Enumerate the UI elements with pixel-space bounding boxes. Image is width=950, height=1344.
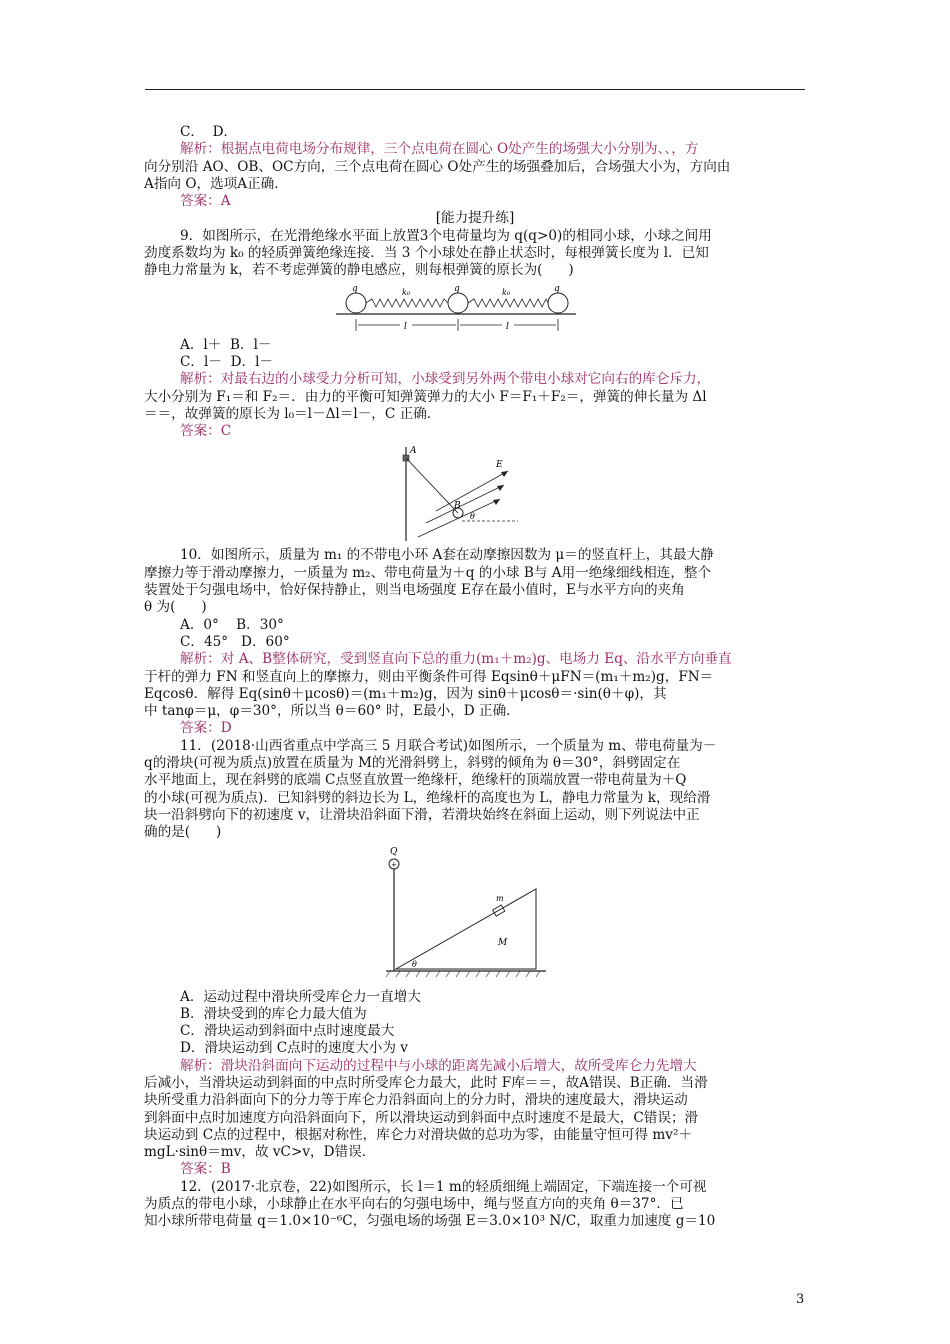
spring-label: k₀: [402, 287, 411, 297]
text-line: 水平地面上，现在斜劈的底端 C点竖直放置一绝缘杆，绝缘杆的顶端放置一带电荷量为＋Q: [144, 772, 687, 789]
text-line: 解析：对最右边的小球受力分析可知，小球受到另外两个带电小球对它向右的库仑斥力，: [180, 371, 711, 388]
field-label: E: [496, 460, 503, 471]
section-heading: [能力提升练]: [435, 210, 515, 227]
text-line: θ 为( ): [144, 599, 207, 616]
text-line: 答案：B: [180, 1161, 231, 1178]
text-line: 9．如图所示，在光滑绝缘水平面上放置3个电荷量均为 q(q>0)的相同小球，小球之间用: [180, 227, 712, 244]
charge-label: q: [352, 283, 358, 294]
text-line: 答案：D: [180, 720, 232, 737]
text-line: 解析：根据点电荷电场分布规律，三个点电荷在圆心 O处产生的场强大小分别为、、，方: [180, 141, 699, 158]
text-line: 答案：A: [180, 193, 231, 210]
text-line: 劲度系数均为 k₀ 的轻质弹簧绝缘连接．当 3 个小球处在静止状态时，每根弹簧长度为 l．已知: [144, 245, 709, 262]
charge-label: Q: [390, 846, 398, 857]
text-line: 静电力常量为 k，若不考虑弹簧的静电感应，则每根弹簧的原长为( ): [144, 262, 574, 279]
wedge-label: M: [498, 937, 508, 948]
header-rule: [145, 89, 805, 90]
plus-icon: +: [391, 860, 397, 869]
option-line: C．l－ D．l－: [180, 353, 274, 370]
spring-label: k₀: [502, 287, 511, 297]
angle-label: θ: [412, 959, 417, 969]
text-line: A指向 O，选项A正确．: [144, 175, 288, 192]
text-line: 装置处于匀强电场中，恰好保持静止，则当电场强度 E存在最小值时，E与水平方向的夹角: [144, 582, 685, 599]
page-content: [144, 124, 806, 1231]
option-line: A．l＋ B．l－: [180, 336, 272, 353]
text-line: ＝＝，故弹簧的原长为 l₀＝l－Δl＝l－，C 正确．: [144, 405, 441, 422]
option-line: C．45° D．60°: [180, 633, 290, 650]
text-line: 解析：滑块沿斜面向下运动的过程中与小球的距离先减小后增大，故所受库仑力先增大: [180, 1057, 697, 1074]
text-line: 11．(2018·山西省重点中学高三 5 月联合考试)如图所示，一个质量为 m、带电荷量为－: [180, 737, 717, 754]
text-line: 答案：C: [180, 423, 232, 440]
text-line: 块运动到 C点的过程中，根据对称性，库仑力对滑块做的总功为零，由能量守恒可得 mv²＋: [144, 1126, 693, 1143]
charge-label: q: [454, 283, 460, 294]
text-line: 块所受重力沿斜面向下的分力等于库仑力沿斜面向上的分力时，滑块的速度最大，滑块运动: [144, 1092, 688, 1109]
option-line: D．滑块运动到 C点时的速度大小为 v: [180, 1040, 408, 1057]
text-line: C． D．: [180, 124, 238, 140]
text-line: 确的是( ): [144, 824, 222, 841]
text-line: 的小球(可视为质点)．已知斜劈的斜边长为 L，绝缘杆的高度也为 L，静电力常量为 k，现给滑: [144, 789, 711, 806]
charge-label: q: [554, 283, 560, 294]
text-line: 摩擦力等于滑动摩擦力，一质量为 m₂、带电荷量为＋q 的小球 B与 A用一绝缘细线相连，整个: [144, 564, 712, 581]
incline-figure: [386, 845, 546, 985]
text-line: mgL·sinθ＝mv，故 vC>v，D错误．: [144, 1144, 376, 1161]
page-number: 3: [796, 1292, 805, 1307]
option-line: A．0° B．30°: [180, 616, 284, 633]
option-line: C．滑块运动到斜面中点时速度最大: [180, 1023, 395, 1040]
option-line: A．运动过程中滑块所受库仑力一直增大: [180, 988, 421, 1005]
text-line: 知小球所带电荷量 q＝1.0×10⁻⁶C，匀强电场的场强 E＝3.0×10³ N/C，取重力加速度 g＝10: [144, 1213, 716, 1230]
ring-label: A: [410, 446, 417, 457]
ring-rod-figure: [396, 443, 526, 543]
text-line: 于杆的弹力 FN 和竖直向上的摩擦力，则由平衡条件可得 Eqsinθ＋μFN＝(m₁＋m₂)g，FN＝: [144, 668, 714, 685]
text-line: Eqcosθ．解得 Eq(sinθ＋μcosθ)＝(m₁＋m₂)g，因为 sinθ＋μcosθ＝·sin(θ＋φ)，其: [144, 685, 667, 702]
length-label: l: [506, 321, 509, 332]
text-line: 为质点的带电小球，小球静止在水平向右的匀强电场中，绳与竖直方向的夹角 θ＝37°．已: [144, 1196, 684, 1213]
spring-balls-figure: [336, 283, 576, 333]
text-line: 解析：对 A、B整体研究，受到竖直向下总的重力(m₁＋m₂)g、电场力 Eq、沿水平方向垂直: [180, 651, 732, 668]
text-line: 10．如图所示，质量为 m₁ 的不带电小环 A套在动摩擦因数为 μ＝的竖直杆上，其最大静: [180, 547, 714, 564]
text-line: 后减小，当滑块运动到斜面的中点时所受库仑力最大，此时 F库＝＝，故A错误、B正确．当滑: [144, 1074, 708, 1091]
block-label: m: [496, 893, 504, 903]
ball-label: B: [454, 501, 461, 512]
angle-label: θ: [470, 512, 475, 522]
text-line: 大小分别为 F₁＝和 F₂＝．由力的平衡可知弹簧弹力的大小 F＝F₁＋F₂＝，弹簧的伸长量为 Δl: [144, 388, 707, 405]
length-label: l: [404, 321, 407, 332]
text-line: 向分别沿 AO、OB、OC方向，三个点电荷在圆心 O处产生的场强叠加后，合场强大小为，方向由: [144, 158, 731, 175]
text-line: q的滑块(可视为质点)放置在质量为 M的光滑斜劈上，斜劈的倾角为 θ＝30°，斜劈固定在: [144, 755, 681, 772]
text-line: 12．(2017·北京卷，22)如图所示，长 l＝1 m的轻质细绳上端固定，下端连接一个可视: [180, 1178, 707, 1195]
option-line: B．滑块受到的库仑力最大值为: [180, 1005, 367, 1022]
text-line: 到斜面中点时加速度方向沿斜面向下，所以滑块运动到斜面中点时速度不是最大，C错误；滑: [144, 1109, 699, 1126]
text-line: 块一沿斜劈向下的初速度 v，让滑块沿斜面下滑，若滑块始终在斜面上运动，则下列说法中正: [144, 806, 700, 823]
text-line: 中 tanφ＝μ，φ＝30°，所以当 θ＝60° 时，E最小，D 正确．: [144, 703, 520, 720]
